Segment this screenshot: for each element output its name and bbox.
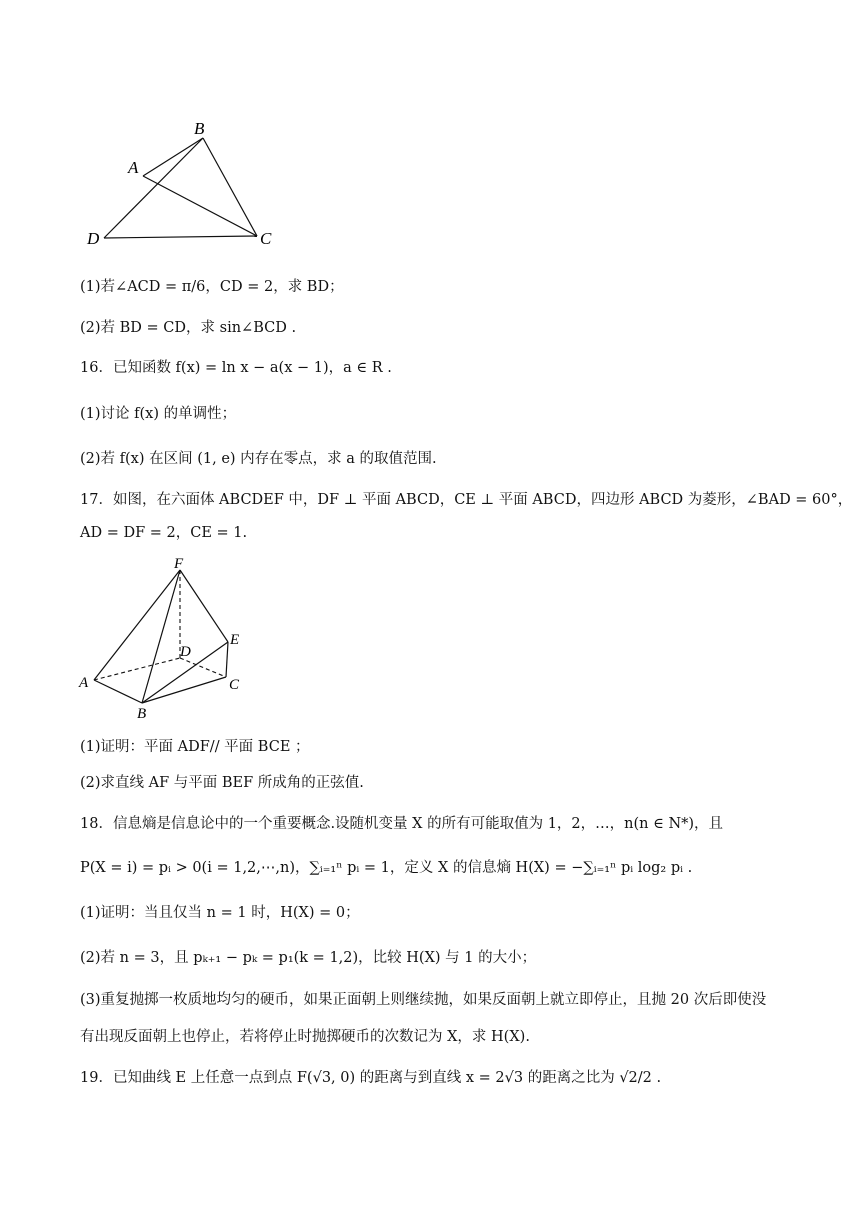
q18-part2: (2)若 n = 3，且 pₖ₊₁ − pₖ = p₁(k = 1,2)，比较 H(X) 与 1 的大小； — [80, 950, 537, 966]
label-E: E — [230, 632, 240, 648]
label-D: D — [87, 229, 100, 248]
label-D: D — [180, 644, 191, 660]
q15-part2: (2)若 BD = CD，求 sin∠BCD . — [80, 320, 297, 336]
figure-hexahedron — [76, 556, 276, 721]
label-C: C — [260, 229, 272, 248]
q18-part1: (1)证明：当且仅当 n = 1 时，H(X) = 0； — [80, 905, 360, 921]
q16-part2: (2)若 f(x) 在区间 (1, e) 内存在零点，求 a 的取值范围. — [80, 451, 437, 467]
figure-quadrilateral — [80, 110, 300, 255]
q18-part3-line1: (3)重复抛掷一枚质地均匀的硬币，如果正面朝上则继续抛，如果反面朝上就立即停止，且抛 20 次后即使没 — [80, 992, 767, 1008]
q18-part3-line2: 有出现反面朝上也停止，若将停止时抛掷硬币的次数记为 X，求 H(X). — [80, 1029, 530, 1045]
q18-stem-line2: P(X = i) = pᵢ > 0(i = 1,2,⋯,n)，∑ᵢ₌₁ⁿ pᵢ = 1，定义 X 的信息熵 H(X) = −∑ᵢ₌₁ⁿ pᵢ log₂ pᵢ . — [80, 860, 693, 876]
label-A: A — [128, 158, 139, 177]
q19-stem: 19．已知曲线 E 上任意一点到点 F(√3, 0) 的距离与到直线 x = 2√3 的距离之比为 √2/2 . — [80, 1070, 662, 1086]
label-B: B — [194, 119, 205, 138]
label-A: A — [79, 675, 89, 691]
q15-part1: (1)若∠ACD = π/6，CD = 2，求 BD； — [80, 279, 344, 295]
label-F: F — [174, 556, 184, 572]
q17-stem-line2: AD = DF = 2，CE = 1. — [80, 525, 248, 541]
q16-part1: (1)讨论 f(x) 的单调性； — [80, 406, 237, 422]
q16-stem: 16．已知函数 f(x) = ln x − a(x − 1)，a ∈ R . — [80, 360, 392, 376]
label-B: B — [137, 706, 147, 721]
q17-part1: (1)证明：平面 ADF// 平面 BCE ； — [80, 739, 310, 755]
label-C: C — [229, 677, 240, 693]
q17-part2: (2)求直线 AF 与平面 BEF 所成角的正弦值. — [80, 775, 364, 791]
q18-stem-line1: 18．信息熵是信息论中的一个重要概念.设随机变量 X 的所有可能取值为 1，2，…，n(n ∈ N*)，且 — [80, 816, 724, 832]
q17-stem-line1: 17．如图，在六面体 ABCDEF 中，DF ⊥ 平面 ABCD，CE ⊥ 平面 ABCD，四边形 ABCD 为菱形，∠BAD = 60°， — [80, 492, 853, 508]
